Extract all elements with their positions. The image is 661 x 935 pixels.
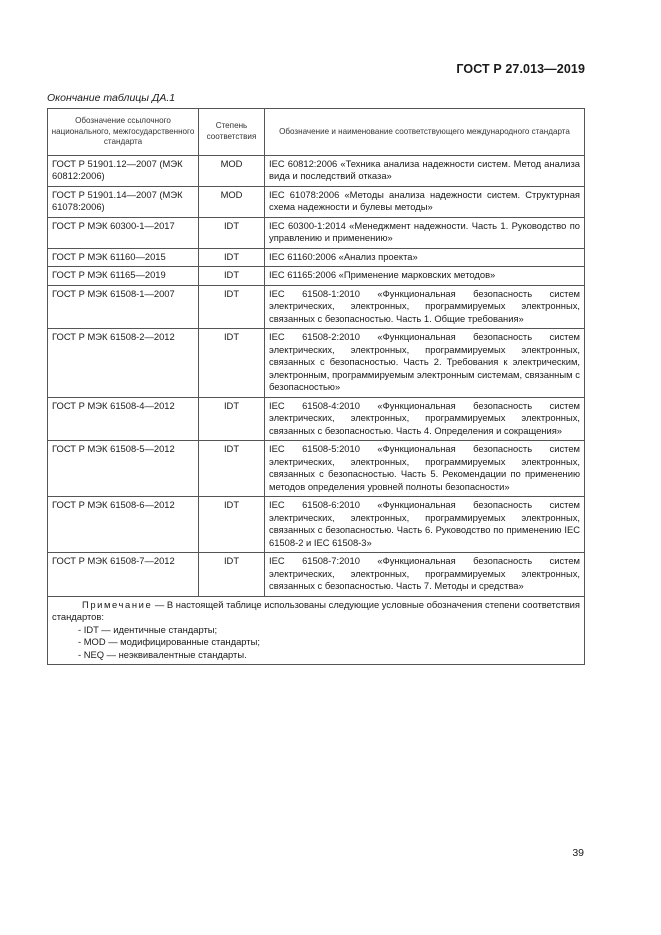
note-item-neq: - NEQ — неэквивалентные стандарты. xyxy=(78,648,247,660)
international-standard-cell: IEC 61160:2006 «Анализ проекта» xyxy=(265,248,585,267)
degree-cell: IDT xyxy=(199,497,265,553)
note-item-idt: - IDT — идентичные стандарты; xyxy=(78,623,218,635)
note-heading xyxy=(52,599,580,624)
table-row xyxy=(48,186,585,217)
international-standard-cell: IEC 61508-6:2010 «Функциональная безопасность систем электрических, электронных, программируемых электронных, связанных с безопасностью. Часть 6. Руководство по применению IEC 61508-2 и IEC 61508-3» xyxy=(265,497,585,553)
table-caption: Окончание таблицы ДА.1 xyxy=(47,92,176,104)
table-row xyxy=(48,329,585,398)
international-standard-cell: IEC 61078:2006 «Методы анализа надежности систем. Структурная схема надежности и булевы методы» xyxy=(265,186,585,217)
table-row xyxy=(48,155,585,186)
page-number: 39 xyxy=(572,847,584,859)
national-standard-cell: ГОСТ Р МЭК 61508-5—2012 xyxy=(48,441,199,497)
header-national-standard: Обозначение ссылочного национального, межгосударственного стандарта xyxy=(48,109,199,156)
note-cell xyxy=(48,596,585,665)
national-standard-cell: ГОСТ Р МЭК 61508-1—2007 xyxy=(48,285,199,329)
table-row xyxy=(48,497,585,553)
degree-cell: IDT xyxy=(199,397,265,441)
degree-cell: IDT xyxy=(199,217,265,248)
national-standard-cell: ГОСТ Р МЭК 61508-6—2012 xyxy=(48,497,199,553)
international-standard-cell: IEC 61165:2006 «Применение марковских методов» xyxy=(265,267,585,286)
correspondence-table xyxy=(47,108,585,665)
national-standard-cell: ГОСТ Р МЭК 61508-4—2012 xyxy=(48,397,199,441)
note-row xyxy=(48,596,585,665)
international-standard-cell: IEC 61508-5:2010 «Функциональная безопасность систем электрических, электронных, программируемых электронных, связанных с безопасностью. Часть 5. Рекомендации по применению методов определения уровней полноты безопасности» xyxy=(265,441,585,497)
table-row xyxy=(48,441,585,497)
header-degree: Степень соответствия xyxy=(199,109,265,156)
degree-cell: IDT xyxy=(199,329,265,398)
international-standard-cell: IEC 61508-7:2010 «Функциональная безопасность систем электрических, электронных, программируемых электронных, связанных с безопасностью. Часть 7. Методы и средства» xyxy=(265,553,585,597)
international-standard-cell: IEC 61508-1:2010 «Функциональная безопасность систем электрических, электронных, программируемых электронных, связанных с безопасностью. Часть 1. Общие требования» xyxy=(265,285,585,329)
national-standard-cell: ГОСТ Р МЭК 61508-2—2012 xyxy=(48,329,199,398)
note-text: — В настоящей таблице использованы следующие условные обозначения степени соответствия стандартов: xyxy=(52,598,580,622)
international-standard-cell: IEC 61508-2:2010 «Функциональная безопасность систем электрических, электронных, программируемых электронных, связанных с безопасностью. Часть 2. Требования к электрическим, электронным, программируемым электронным системам, связанным с безопасностью» xyxy=(265,329,585,398)
header-international-standard: Обозначение и наименование соответствующего международного стандарта xyxy=(265,109,585,156)
degree-cell: IDT xyxy=(199,267,265,286)
international-standard-cell: IEC 60300-1:2014 «Менеджмент надежности. Часть 1. Руководство по управлению и применению» xyxy=(265,217,585,248)
degree-cell: MOD xyxy=(199,155,265,186)
table-row xyxy=(48,553,585,597)
degree-cell: IDT xyxy=(199,441,265,497)
table-body xyxy=(48,155,585,596)
table-row xyxy=(48,248,585,267)
table-row xyxy=(48,267,585,286)
national-standard-cell: ГОСТ Р МЭК 61165—2019 xyxy=(48,267,199,286)
degree-cell: IDT xyxy=(199,553,265,597)
national-standard-cell: ГОСТ Р МЭК 60300-1—2017 xyxy=(48,217,199,248)
document-code: ГОСТ Р 27.013—2019 xyxy=(456,62,585,76)
international-standard-cell: IEC 61508-4:2010 «Функциональная безопасность систем электрических, электронных, программируемых электронных, связанных с безопасностью. Часть 4. Определения и сокращения» xyxy=(265,397,585,441)
national-standard-cell: ГОСТ Р 51901.14—2007 (МЭК 61078:2006) xyxy=(48,186,199,217)
table-row xyxy=(48,285,585,329)
table-header-row xyxy=(48,109,585,156)
national-standard-cell: ГОСТ Р МЭК 61160—2015 xyxy=(48,248,199,267)
table-row xyxy=(48,397,585,441)
international-standard-cell: IEC 60812:2006 «Техника анализа надежности систем. Метод анализа вида и последствий отказа» xyxy=(265,155,585,186)
degree-cell: IDT xyxy=(199,248,265,267)
degree-cell: IDT xyxy=(199,285,265,329)
note-item-mod: - MOD — модифицированные стандарты; xyxy=(78,636,260,647)
national-standard-cell: ГОСТ Р МЭК 61508-7—2012 xyxy=(48,553,199,597)
degree-cell: MOD xyxy=(199,186,265,217)
national-standard-cell: ГОСТ Р 51901.12—2007 (МЭК 60812:2006) xyxy=(48,155,199,186)
note-label: Примечание xyxy=(82,598,153,610)
table-row xyxy=(48,217,585,248)
